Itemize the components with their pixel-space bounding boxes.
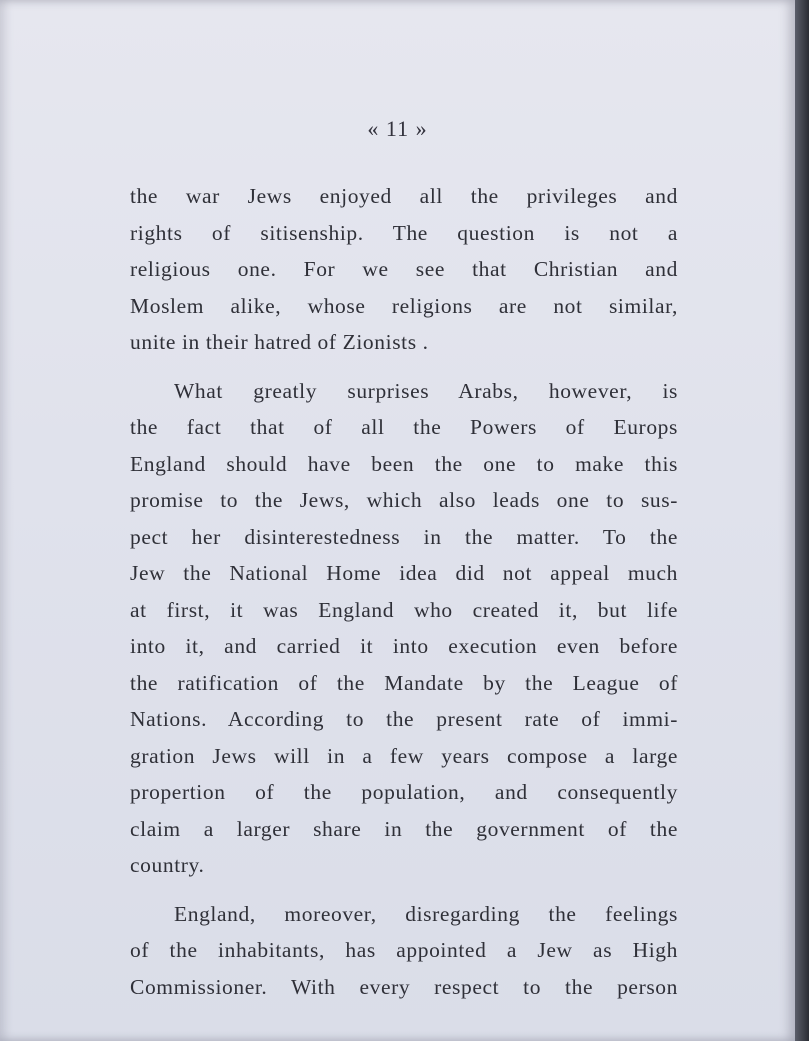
- paragraph-1: [130, 178, 678, 361]
- text-line: the war Jews enjoyed all the privileges and: [130, 184, 678, 208]
- text-line: Jew the National Home idea did not appeal much: [130, 561, 678, 585]
- text-line: England, moreover, disregarding the feelings: [174, 901, 678, 926]
- paragraph-2: [130, 373, 678, 884]
- text-line: promise to the Jews, which also leads one to sus-: [130, 488, 678, 512]
- text-line: rights of sitisenship. The question is not a: [130, 220, 678, 245]
- text-line: religious one. For we see that Christian and: [130, 257, 678, 281]
- text-line: England should have been the one to make this: [130, 451, 678, 476]
- text-line: of the inhabitants, has appointed a Jew as High: [130, 938, 678, 962]
- text-line: gration Jews will in a few years compose a large: [130, 743, 678, 768]
- paragraph-3: [130, 896, 678, 1006]
- text-line: propertion of the population, and consequently: [130, 780, 678, 804]
- book-spine-edge: [795, 0, 809, 1041]
- text-line: pect her disinterestedness in the matter. To the: [130, 524, 678, 549]
- text-line: the fact that of all the Powers of Europs: [130, 415, 678, 439]
- text-line: Nations. According to the present rate of immi-: [130, 707, 678, 731]
- text-line: country.: [130, 853, 205, 877]
- text-line: at first, it was England who created it, but life: [130, 597, 678, 622]
- paragraph-gap: [130, 361, 678, 373]
- text-line: claim a larger share in the government of the: [130, 816, 678, 841]
- body-text: [130, 178, 678, 1005]
- text-line: unite in their hatred of Zionists .: [130, 330, 429, 354]
- text-line: the ratification of the Mandate by the League of: [130, 670, 678, 695]
- text-line: Moslem alike, whose religions are not similar,: [130, 293, 678, 318]
- text-line: into it, and carried it into execution even before: [130, 634, 678, 658]
- text-line: Commissioner. With every respect to the person: [130, 974, 678, 999]
- page-number: « 11 »: [367, 116, 428, 141]
- text-line: What greatly surprises Arabs, however, is: [174, 378, 678, 403]
- paragraph-gap: [130, 884, 678, 896]
